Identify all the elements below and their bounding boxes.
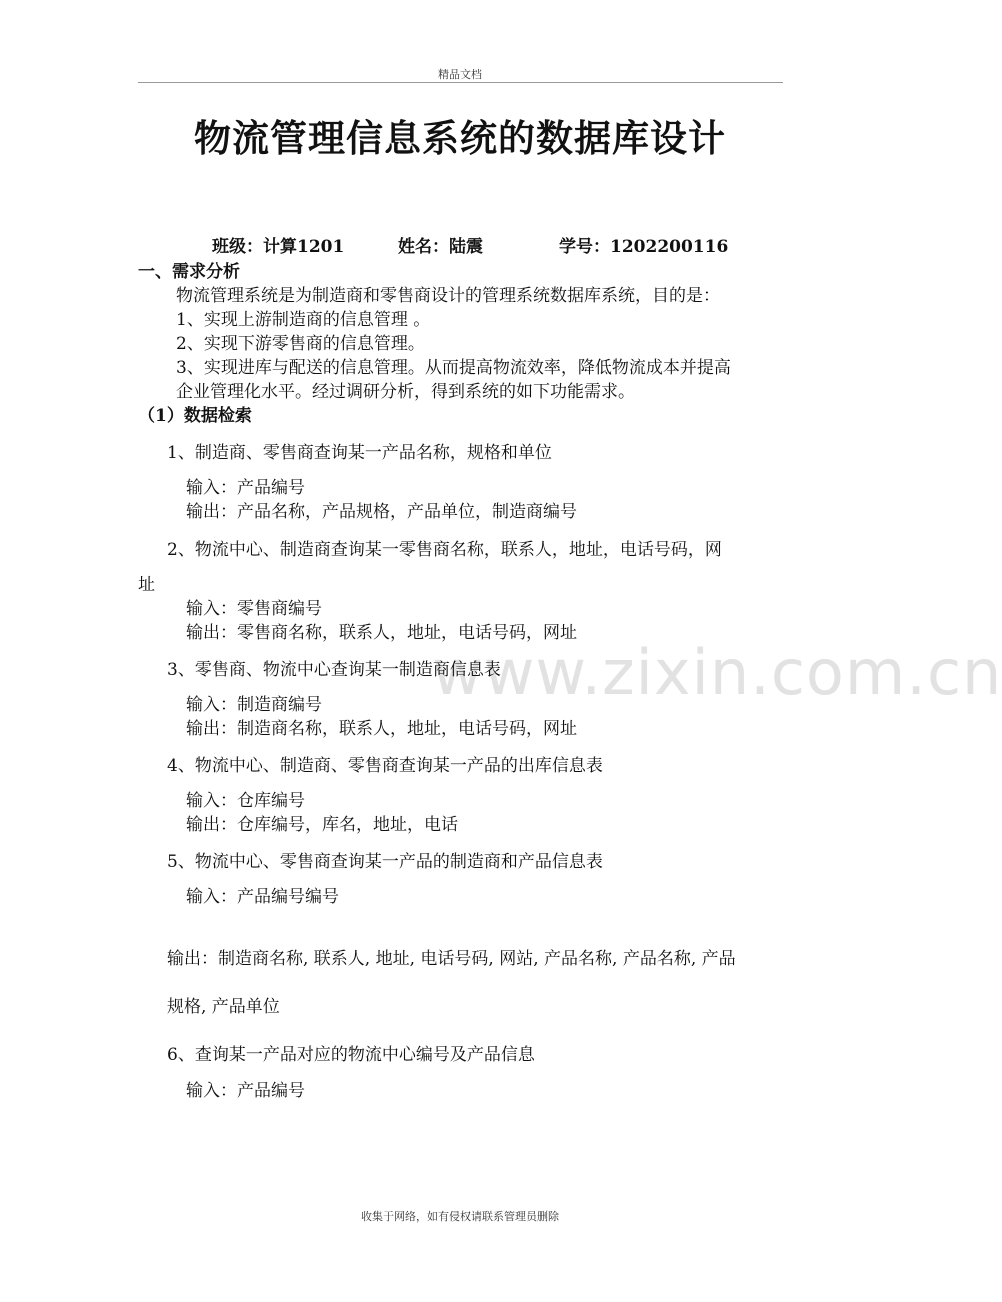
section-heading-requirements: 一、需求分析 <box>138 262 240 282</box>
query-title: 3、零售商、物流中心查询某一制造商信息表 <box>167 660 501 680</box>
document-title: 物流管理信息系统的数据库设计 <box>194 116 726 160</box>
query-title: 5、物流中心、零售商查询某一产品的制造商和产品信息表 <box>167 852 603 872</box>
query-title: 1、制造商、零售商查询某一产品名称，规格和单位 <box>167 443 552 463</box>
watermark-text: www.zixin.com.cn <box>432 636 1002 709</box>
page-footer: 收集于网络，如有侵权请联系管理员删除 <box>361 1210 559 1223</box>
query-output: 输出：零售商名称，联系人，地址，电话号码，网址 <box>186 623 577 643</box>
name-info: 姓名：陆震 <box>398 237 483 257</box>
query-output: 输出：制造商名称，联系人，地址，电话号码，网址 <box>186 719 577 739</box>
query-output: 输出：仓库编号，库名，地址，电话 <box>186 815 458 835</box>
query-output: 输出：产品名称，产品规格，产品单位，制造商编号 <box>186 502 577 522</box>
query-output-continuation: 规格, 产品单位 <box>167 997 280 1017</box>
query-output: 输出：制造商名称, 联系人, 地址, 电话号码, 网站, 产品名称, 产品名称, 产品 <box>167 949 736 969</box>
goal-item-continuation: 企业管理化水平。经过调研分析，得到系统的如下功能需求。 <box>176 382 635 402</box>
query-title-continuation: 址 <box>138 575 155 595</box>
query-input: 输入：产品编号 <box>186 478 305 498</box>
query-input: 输入：仓库编号 <box>186 791 305 811</box>
class-info: 班级：计算1201 <box>212 237 345 257</box>
query-input: 输入：制造商编号 <box>186 695 322 715</box>
query-title: 2、物流中心、制造商查询某一零售商名称，联系人，地址，电话号码，网 <box>167 540 722 560</box>
student-id-info: 学号：1202200116 <box>559 237 729 257</box>
goal-item: 3、实现进库与配送的信息管理。从而提高物流效率，降低物流成本并提高 <box>176 358 731 378</box>
intro-paragraph: 物流管理系统是为制造商和零售商设计的管理系统数据库系统，目的是： <box>176 286 720 306</box>
query-title: 4、物流中心、制造商、零售商查询某一产品的出库信息表 <box>167 756 603 776</box>
page-header: 精品文档 <box>438 68 482 81</box>
query-input: 输入：产品编号编号 <box>186 887 339 907</box>
header-divider <box>138 82 783 83</box>
query-input: 输入：零售商编号 <box>186 599 322 619</box>
query-input: 输入：产品编号 <box>186 1081 305 1101</box>
goal-item: 2、实现下游零售商的信息管理。 <box>176 334 425 354</box>
goal-item: 1、实现上游制造商的信息管理 。 <box>176 310 431 330</box>
subsection-heading-data-retrieval: （1）数据检索 <box>138 406 252 426</box>
query-title: 6、查询某一产品对应的物流中心编号及产品信息 <box>167 1045 535 1065</box>
